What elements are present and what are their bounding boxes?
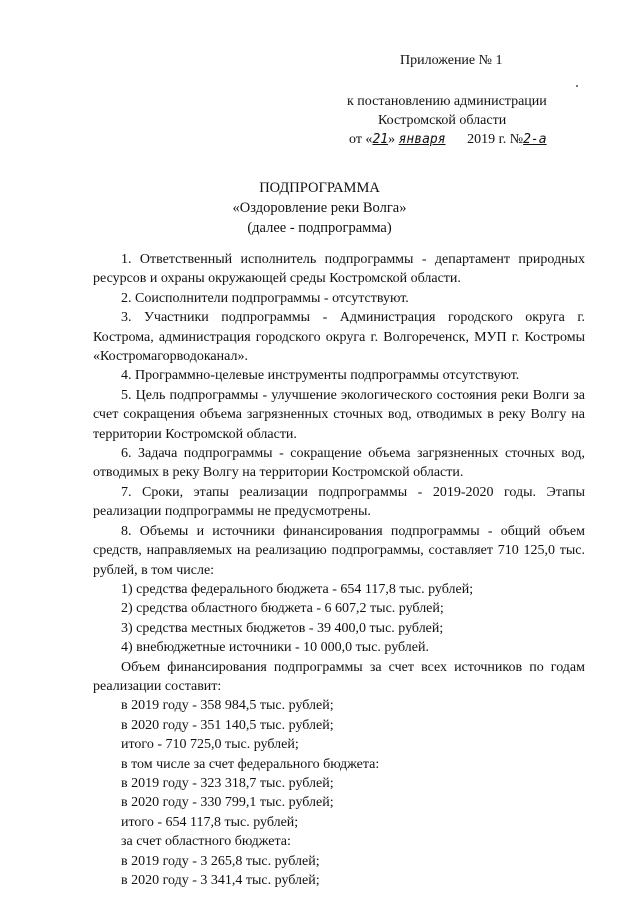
- approval-line-1: к постановлению администрации: [347, 94, 547, 109]
- paragraph-4: 4. Программно-целевые инструменты подпрограммы отсутствуют.: [121, 368, 520, 384]
- approval-year: 2019 г. №: [463, 132, 524, 147]
- by-years-intro: Объем финансирования подпрограммы за счет всех источников по годам реализации составит:: [93, 659, 585, 694]
- document-body: [93, 250, 585, 890]
- paragraph-2: 2. Соисполнители подпрограммы - отсутствуют.: [121, 290, 409, 306]
- approval-date-mid: »: [388, 132, 399, 147]
- approval-line-2: Костромской области: [378, 113, 507, 128]
- paragraph-1: 1. Ответственный исполнитель подпрограммы - департамент природных ресурсов и охраны окружающей среды Костромской области.: [93, 252, 585, 287]
- funding-item-2: 2) средства областного бюджета - 6 607,2 тыс. рублей;: [121, 601, 444, 617]
- funding-item-4: 4) внебюджетные источники - 10 000,0 тыс. рублей.: [121, 640, 429, 656]
- subprogram-name: «Оздоровление реки Волга»: [232, 200, 407, 216]
- paragraph-3: 3. Участники подпрограммы - Администрация городского округа г. Кострома, администрация городского округа г. Волгореченск, МУП г. Костромы «Костромагорводоканал».: [93, 310, 585, 365]
- approval-date-line: [349, 132, 547, 148]
- by-year-line-2: в 2020 году - 351 140,5 тыс. рублей;: [121, 717, 334, 733]
- funding-item-3: 3) средства местных бюджетов - 39 400,0 тыс. рублей;: [121, 620, 444, 636]
- by-year-line-9: в 2019 году - 3 265,8 тыс. рублей;: [121, 853, 320, 869]
- paragraph-7: 7. Сроки, этапы реализации подпрограммы - 2019-2020 годы. Этапы реализации подпрограммы не предусмотрены.: [93, 484, 585, 520]
- paragraph-5: 5. Цель подпрограммы - улучшение экологического состояния реки Волги за счет сокращения объема загрязненных сточных вод, отводимых в реку Волгу на территории Костромской области.: [93, 387, 585, 442]
- approval-day: 21: [372, 132, 389, 147]
- by-year-line-4: в том числе за счет федерального бюджета:: [121, 756, 380, 772]
- scan-speck: [576, 85, 578, 87]
- paragraph-8: 8. Объемы и источники финансирования подпрограммы - общий объем средств, направляемых на реализацию подпрограммы, составляет 710 125,0 тыс. рублей, в том числе:: [93, 523, 585, 578]
- document-title: ПОДПРОГРАММА: [259, 180, 380, 196]
- approval-month: января: [398, 132, 446, 147]
- by-year-line-7: итого - 654 117,8 тыс. рублей;: [121, 814, 299, 830]
- by-year-line-3: итого - 710 725,0 тыс. рублей;: [121, 737, 299, 753]
- by-year-line-6: в 2020 году - 330 799,1 тыс. рублей;: [121, 795, 334, 811]
- by-year-line-5: в 2019 году - 323 318,7 тыс. рублей;: [121, 775, 334, 791]
- title-block: [0, 178, 639, 238]
- appendix-label: Приложение № 1: [400, 53, 503, 68]
- by-year-line-8: за счет областного бюджета:: [121, 834, 291, 850]
- approval-number: 2-а: [523, 132, 547, 147]
- approval-date-prefix: от «: [349, 132, 373, 147]
- title-note: (далее - подпрограмма): [247, 220, 392, 236]
- paragraph-6: 6. Задача подпрограммы - сокращение объема загрязненных сточных вод, отводимых в реку Волгу на территории Костромской области.: [93, 446, 585, 481]
- by-year-line-10: в 2020 году - 3 341,4 тыс. рублей;: [121, 873, 320, 888]
- by-year-line-1: в 2019 году - 358 984,5 тыс. рублей;: [121, 698, 334, 714]
- funding-item-1: 1) средства федерального бюджета - 654 117,8 тыс. рублей;: [121, 581, 474, 597]
